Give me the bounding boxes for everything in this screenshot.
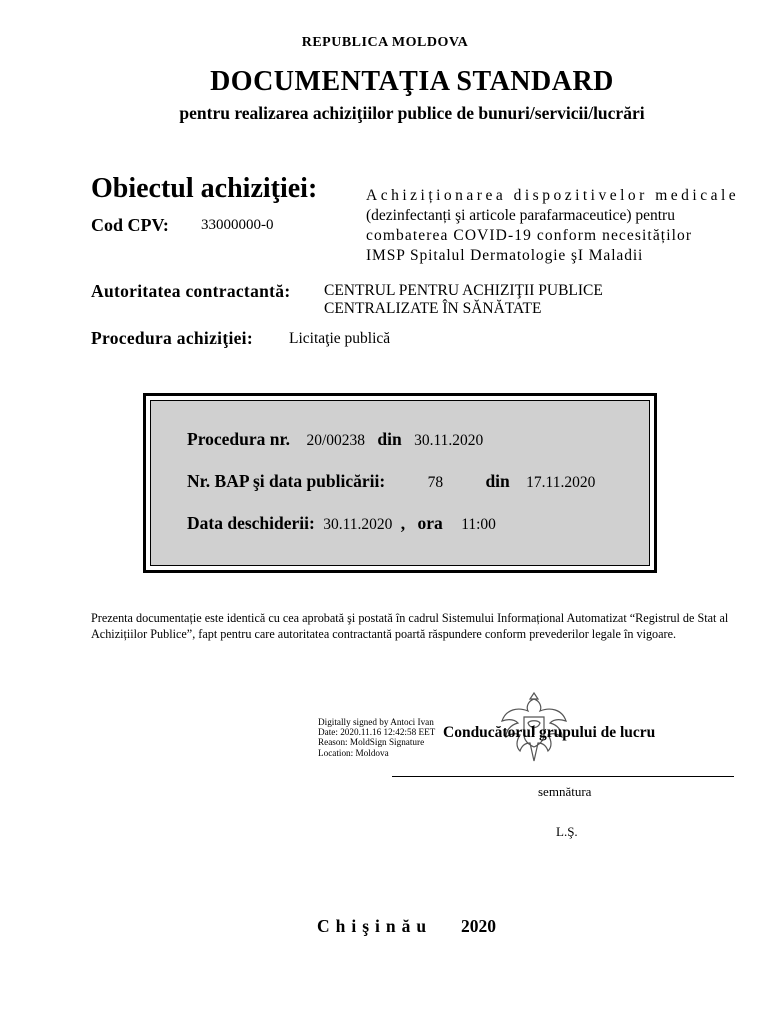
cpv-label: Cod CPV: [91, 215, 169, 235]
object-description-line: Achiziționarea dispozitivelor medicale [366, 187, 740, 204]
authority-value [324, 282, 603, 318]
procedure-number-row [187, 429, 483, 450]
document-title: DOCUMENTAŢIA STANDARD [210, 66, 614, 97]
opening-label: Data deschiderii: [187, 513, 315, 533]
opening-comma: , [400, 513, 406, 533]
opening-time-value: 11:00 [461, 516, 496, 533]
bap-row [187, 471, 595, 492]
object-description [366, 186, 742, 266]
bap-din-label: din [485, 471, 510, 491]
opening-row [187, 513, 496, 534]
city-name: Chişinău [317, 916, 433, 936]
procedure-number-value: 20/00238 [306, 432, 365, 449]
object-description-line: IMSP Spitalul Dermatologie şI Maladii [366, 247, 644, 264]
procedure-date-value: 30.11.2020 [414, 432, 484, 449]
opening-date-value: 30.11.2020 [323, 516, 393, 533]
procedure-din-label: din [377, 429, 402, 449]
authority-label: Autoritatea contractantă: [91, 281, 291, 301]
procedure-label: Procedura achiziţiei: [91, 328, 253, 348]
digital-signature-info [318, 717, 435, 758]
procedure-number-label: Procedura nr. [187, 429, 291, 449]
procedure-value: Licitaţie publică [289, 330, 391, 347]
bap-label: Nr. BAP şi data publicării: [187, 471, 386, 491]
digital-signature-line: Reason: MoldSign Signature [318, 737, 425, 748]
signature-line [392, 776, 734, 777]
cpv-value: 33000000-0 [201, 217, 274, 233]
document-year: 2020 [461, 916, 496, 936]
opening-time-label: ora [417, 513, 443, 533]
bap-number-value: 78 [427, 474, 444, 491]
bap-date-value: 17.11.2020 [526, 474, 596, 491]
signature-label: semnătura [538, 784, 592, 799]
digital-signature-line: Digitally signed by Antoci Ivan [318, 717, 434, 727]
procedure-info-box [143, 393, 657, 573]
stamp-label: L.Ş. [556, 824, 578, 839]
working-group-leader-label: Conducătorul grupului de lucru [443, 724, 656, 741]
procedure-info-box-panel [150, 400, 650, 566]
authority-value-line: CENTRALIZATE ÎN SĂNĂTATE [324, 300, 542, 317]
document-subtitle: pentru realizarea achiziţiilor publice de bunuri/servicii/lucrări [179, 103, 645, 123]
identity-notice: Prezenta documentație este identică cu cea aprobată şi postată în cadrul Sistemului Informațional Automatizat “Registrul de Stat al Achizițiilor Publice”, fapt pentru care autoritatea contractantă poartă răspundere conform prevederilor legale în vigoare. [91, 611, 729, 641]
digital-signature-line: Location: Moldova [318, 747, 389, 758]
country-name: REPUBLICA MOLDOVA [301, 35, 469, 50]
object-description-line: (dezinfectanți şi articole parafarmaceutice) pentru [366, 207, 675, 224]
object-description-line: combaterea COVID-19 conform necesităților [366, 227, 693, 244]
authority-value-line: CENTRUL PENTRU ACHIZIŢII PUBLICE [324, 282, 603, 299]
object-heading: Obiectul achiziţiei: [91, 173, 318, 204]
digital-signature-line: Date: 2020.11.16 12:42:58 EET [318, 727, 436, 738]
